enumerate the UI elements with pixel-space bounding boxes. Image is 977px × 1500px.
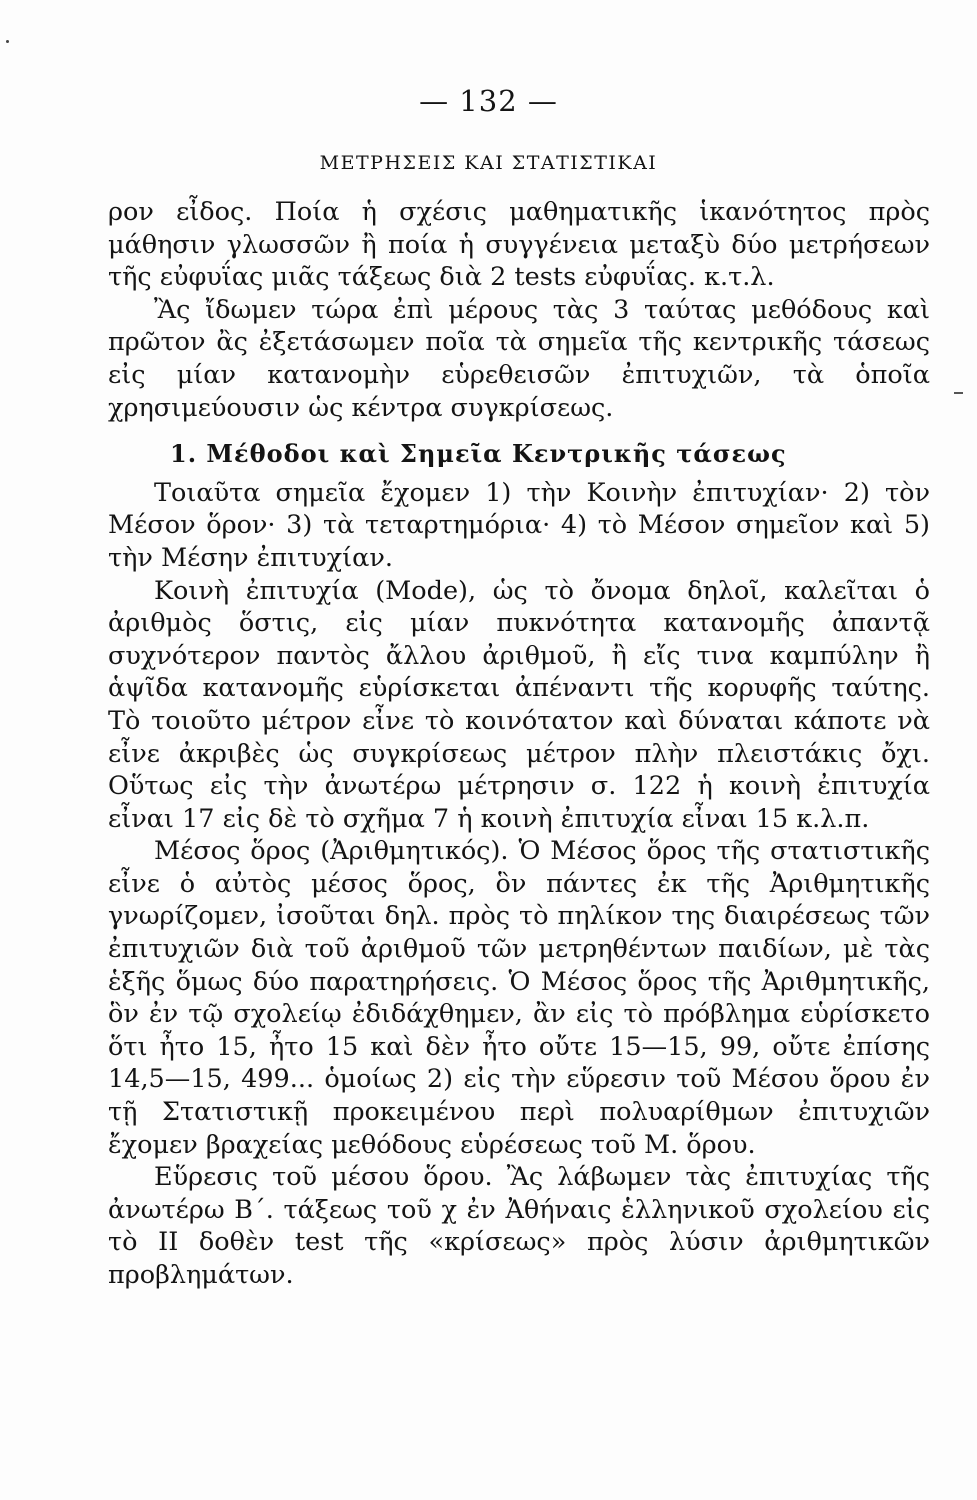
page-number: — 132 — (419, 84, 558, 118)
body-text (108, 196, 930, 1292)
paragraph-methods-intro: Ἂς ἴδωμεν τώρα ἐπὶ μέρους τὰς 3 ταύτας μεθόδους καὶ πρῶτον ἂς ἐξετάσωμεν ποῖα τὰ σημεῖα τῆς κεντρικῆς τάσεως εἰς μίαν κατανομὴν εὑρεθεισῶν ἐπιτυχιῶν, τὰ ὁποῖα χρησιμεύουσιν ὡς κέντρα συγκρίσεως. (108, 294, 930, 423)
paragraph-continuation: ρον εἶδος. Ποία ἡ σχέσις μαθηματικῆς ἱκανότητος πρὸς μάθησιν γλωσσῶν ἢ ποία ἡ συγγένεια μεταξὺ δύο μετρήσεων τῆς εὐφυΐας μιᾶς τάξεως διὰ 2 tests εὐφυΐας. κ.τ.λ. (108, 197, 930, 293)
section-heading: 1. Μέθοδοι καὶ Σημεῖα Κεντρικῆς τάσεως (170, 439, 787, 469)
print-speck (954, 392, 963, 394)
paragraph-mode: Κοινὴ ἐπιτυχία (Mode), ὡς τὸ ὄνομα δηλοῖ, καλεῖται ὁ ἀριθμὸς ὅστις, εἰς μίαν πυκνότητα κατανομῆς ἀπαντᾷ συχνότερον παντὸς ἄλλου ἀριθμοῦ, ἢ εἴς τινα καμπύλην ἢ ἁψῖδα κατανομῆς εὑρίσκεται ἀπέναντι τῆς κορυφῆς ταύτης. Τὸ τοιοῦτο μέτρον εἶνε τὸ κοινότατον καὶ δύναται κάποτε νὰ εἶνε ἀκριβὲς ὡς συγκρίσεως μέτρον πλὴν πλειστάκις ὄχι. Οὕτως εἰς τὴν ἀνωτέρω μέτρησιν σ. 122 ἡ κοινὴ ἐπιτυχία εἶναι 17 εἰς δὲ τὸ σχῆμα 7 ἡ κοινὴ ἐπιτυχία εἶναι 15 κ.λ.π. (108, 575, 930, 834)
print-speck (6, 40, 9, 43)
paragraph-finding-mean: Εὕρεσις τοῦ μέσου ὅρου. Ἂς λάβωμεν τὰς ἐπιτυχίας τῆς ἀνωτέρω Β΄. τάξεως τοῦ χ ἐν Ἀθήναις ἑλληνικοῦ σχολείου εἰς τὸ ΙΙ δοθὲν test τῆς «κρίσεως» πρὸς λύσιν ἀριθμητικῶν προβλημάτων. (108, 1162, 930, 1290)
paragraph-points-list: Τοιαῦτα σημεῖα ἔχομεν 1) τὴν Κοινὴν ἐπιτυχίαν· 2) τὸν Μέσον ὅρον· 3) τὰ τεταρτημόρια· 4) τὸ Μέσον σημεῖον καὶ 5) τὴν Μέσην ἐπιτυχίαν. (108, 477, 930, 573)
running-head: ΜΕΤΡΗΣΕΙΣ ΚΑΙ ΣΤΑΤΙΣΤΙΚΑΙ (319, 152, 658, 174)
paragraph-mean: Μέσος ὅρος (Ἀριθμητικός). Ὁ Μέσος ὅρος τῆς στατιστικῆς εἶνε ὁ αὐτὸς μέσος ὅρος, ὃν πάντες ἐκ τῆς Ἀριθμητικῆς γνωρίζομεν, ἰσοῦται δηλ. πρὸς τὸ πηλίκον της διαιρέσεως τῶν ἐπιτυχιῶν διὰ τοῦ ἀριθμοῦ τῶν μετρηθέντων παιδίων, μὲ τὰς ἑξῆς ὅμως δύο παρατηρήσεις. Ὁ Μέσος ὅρος τῆς Ἀριθμητικῆς, ὃν ἐν τῷ σχολείῳ ἐδιδάχθημεν, ἂν εἰς τὸ πρόβλημα εὑρίσκετο ὅτι ἦτο 15, ἦτο 15 καὶ δὲν ἦτο οὔτε 15—15, 99, οὔτε ἐπίσης 14,5—15, 499... ὁμοίως 2) εἰς τὴν εὕρεσιν τοῦ Μέσου ὅρου ἐν τῇ Στατιστικῇ προκειμένου περὶ πολυαρίθμων ἐπιτυχιῶν ἔχομεν βραχείας μεθόδους εὑρέσεως τοῦ Μ. ὅρου. (108, 836, 930, 1160)
